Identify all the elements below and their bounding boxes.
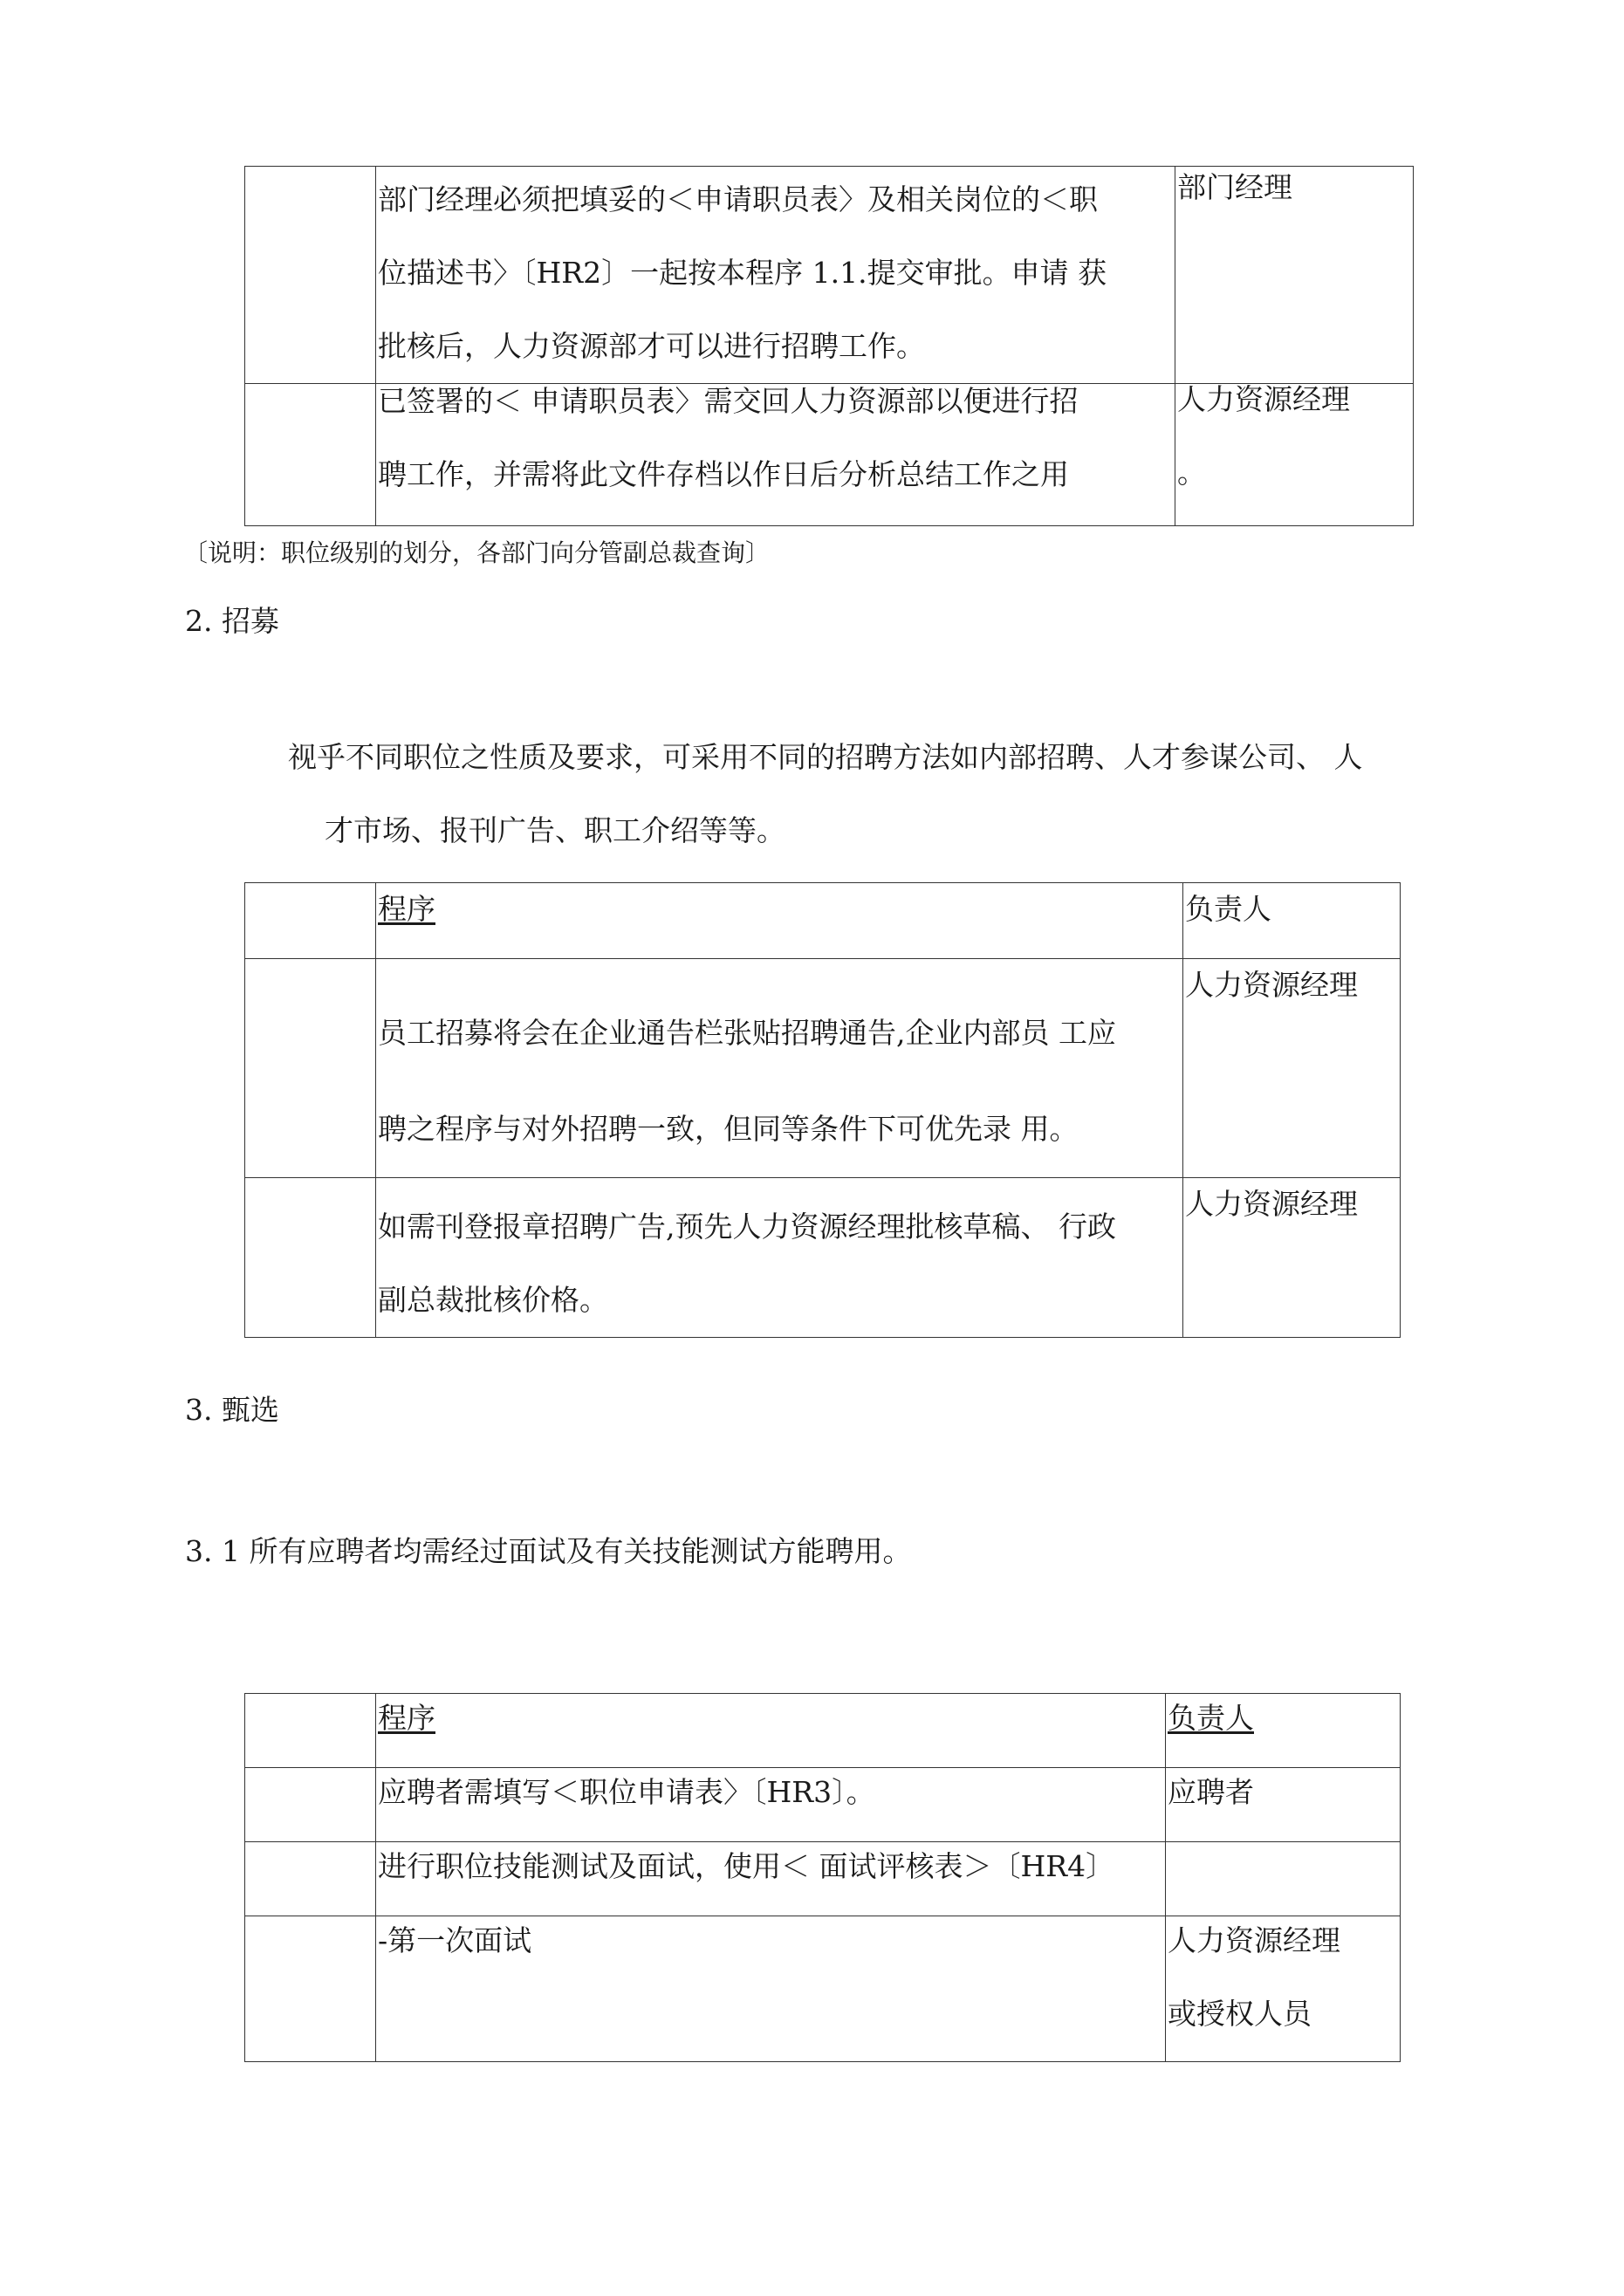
note-text: 〔说明：职位级别的划分，各部门向分管副总裁查询〕 — [183, 538, 771, 567]
responsible-text: 人力资源经理 — [1185, 968, 1358, 1002]
procedure-line: 批核后，人力资源部才可以进行招聘工作。 — [378, 329, 925, 363]
table-row — [245, 959, 1401, 1178]
table-cell-empty — [245, 1694, 376, 1768]
procedure-text: -第一次面试 — [378, 1923, 532, 1957]
header-cell — [1183, 883, 1401, 959]
table-header-row — [245, 883, 1401, 959]
procedure-line: 聘工作，并需将此文件存档以作日后分析总结工作之用 — [378, 457, 1069, 491]
procedure-line: 如需刊登报章招聘广告,预先人力资源经理批核草稿、 行政 — [378, 1210, 1116, 1244]
header-cell — [376, 1694, 1166, 1768]
table-cell-empty — [245, 1842, 376, 1916]
responsible-cell — [1183, 959, 1401, 1178]
table-row — [245, 1916, 1401, 2062]
table-cell-empty — [245, 1178, 376, 1338]
paragraph-line: 视乎不同职位之性质及要求，可采用不同的招聘方法如内部招聘、人才参谋公司、 人 — [288, 740, 1363, 774]
responsible-cell — [1175, 167, 1414, 384]
table-row — [245, 384, 1414, 526]
procedure-cell — [376, 384, 1175, 526]
responsible-text: 人力资源经理 — [1168, 1923, 1340, 1957]
responsible-cell — [1166, 1768, 1401, 1842]
responsible-text: 人力资源经理 — [1185, 1187, 1358, 1221]
table-cell-empty — [245, 384, 376, 526]
table-header-row — [245, 1694, 1401, 1768]
procedure-line: 位描述书〉〔HR2〕一起按本程序 1.1.提交审批。申请 获 — [378, 256, 1107, 290]
selection-table — [244, 1693, 1401, 2062]
responsible-header: 负责人 — [1185, 892, 1271, 926]
table-cell-empty — [245, 883, 376, 959]
procedure-line: 已签署的＜ 申请职员表〉需交回人力资源部以便进行招 — [378, 384, 1079, 418]
responsible-cell — [1175, 384, 1414, 526]
responsible-text: 人力资源经理 — [1177, 382, 1350, 416]
procedure-cell — [376, 959, 1183, 1178]
procedure-cell — [376, 1916, 1166, 2062]
procedure-text: 应聘者需填写＜职位申请表〉〔HR3〕。 — [378, 1775, 875, 1809]
responsible-cell — [1183, 1178, 1401, 1338]
table-row — [245, 167, 1414, 384]
procedure-cell — [376, 1842, 1166, 1916]
procedure-cell — [376, 167, 1175, 384]
approval-table — [244, 166, 1414, 526]
header-cell — [1166, 1694, 1401, 1768]
section-heading: 3. 甄选 — [185, 1393, 279, 1427]
table-cell-empty — [245, 1916, 376, 2062]
responsible-text: 或授权人员 — [1168, 1997, 1312, 2031]
responsible-cell — [1166, 1916, 1401, 2062]
procedure-header: 程序 — [378, 892, 435, 926]
procedure-line: 部门经理必须把填妥的＜申请职员表〉及相关岗位的＜职 — [378, 182, 1098, 216]
procedure-line: 副总裁批核价格。 — [378, 1283, 608, 1317]
table-row — [245, 1768, 1401, 1842]
header-cell — [376, 883, 1183, 959]
procedure-line: 员工招募将会在企业通告栏张贴招聘通告,企业内部员 工应 — [378, 1016, 1116, 1050]
procedure-header: 程序 — [378, 1701, 435, 1735]
subsection-text: 3. 1 所有应聘者均需经过面试及有关技能测试方能聘用。 — [185, 1534, 912, 1568]
recruitment-table — [244, 882, 1401, 1338]
procedure-text: 进行职位技能测试及面试，使用＜ 面试评核表＞〔HR4〕 — [378, 1849, 1115, 1883]
responsible-text: 部门经理 — [1177, 170, 1292, 204]
table-cell-empty — [245, 959, 376, 1178]
table-cell-empty — [245, 167, 376, 384]
procedure-cell — [376, 1768, 1166, 1842]
section-heading: 2. 招募 — [185, 604, 279, 638]
responsible-text: 应聘者 — [1168, 1775, 1254, 1809]
table-row — [245, 1178, 1401, 1338]
procedure-cell — [376, 1178, 1183, 1338]
responsible-text: 。 — [1177, 456, 1206, 490]
responsible-header: 负责人 — [1168, 1701, 1254, 1735]
table-cell-empty — [245, 1768, 376, 1842]
paragraph-line: 才市场、报刊广告、职工介绍等等。 — [325, 813, 785, 847]
procedure-line: 聘之程序与对外招聘一致，但同等条件下可优先录 用。 — [378, 1112, 1079, 1146]
